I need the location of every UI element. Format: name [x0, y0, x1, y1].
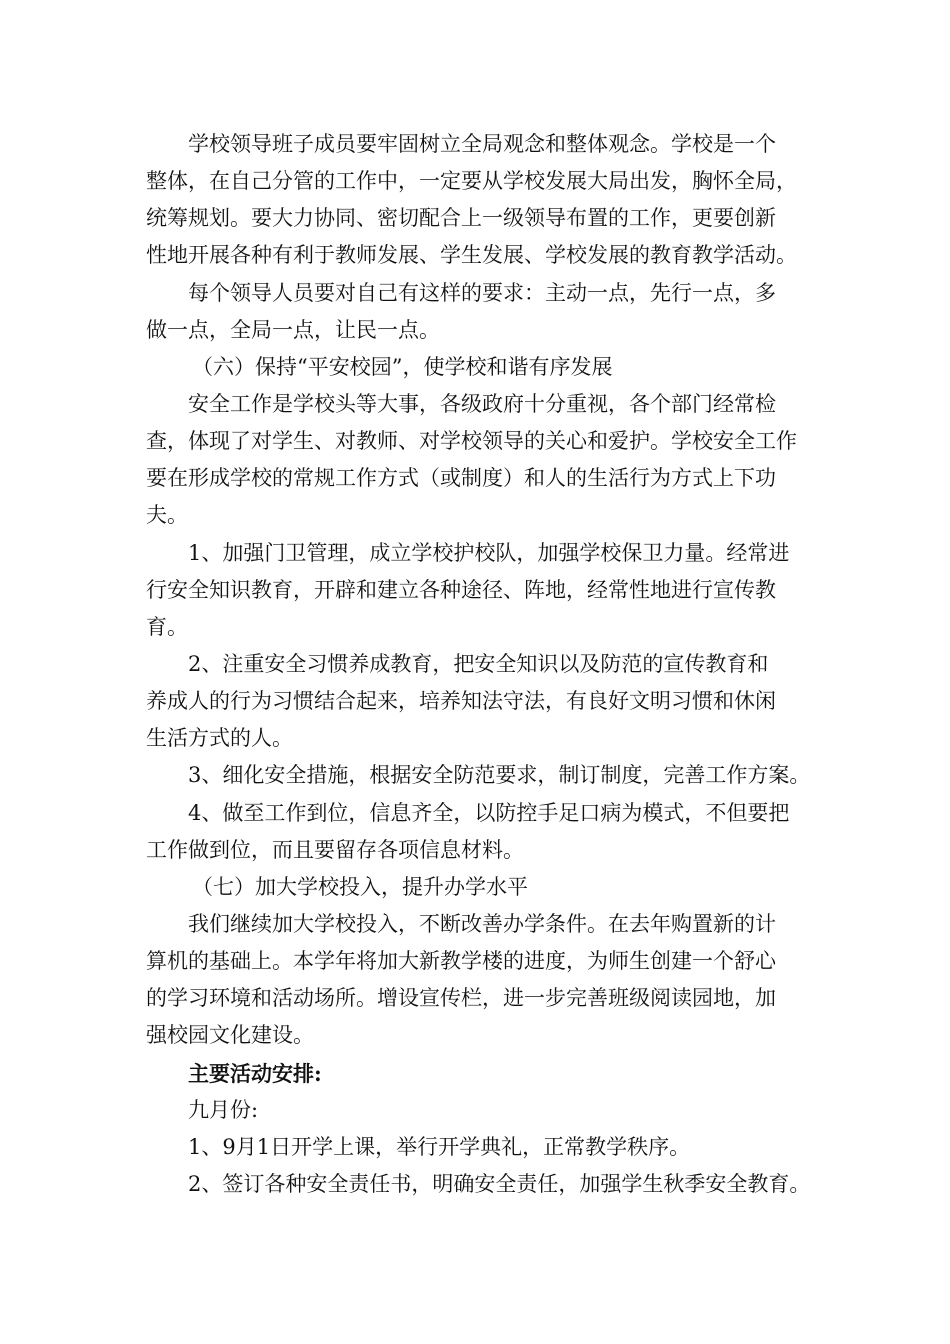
month-heading: 九月份:	[188, 1097, 259, 1122]
list-item-line: 工作做到位，而且要留存各项信息材料。	[146, 837, 524, 862]
paragraph-line: 夫。	[146, 503, 188, 528]
activity-schedule-heading: 主要活动安排:	[188, 1060, 322, 1086]
paragraph-line: 我们继续加大学校投入，不断改善办学条件。在去年购置新的计	[188, 911, 776, 936]
list-item-line: 1、9月1日开学上课，举行开学典礼，正常教学秩序。	[188, 1134, 691, 1159]
list-item-line: 2、注重安全习惯养成教育，把安全知识以及防范的宣传教育和	[188, 651, 769, 676]
paragraph-line: 算机的基础上。本学年将加大新教学楼的进度，为师生创建一个舒心	[146, 949, 776, 974]
paragraph-line: 强校园文化建设。	[146, 1023, 314, 1048]
paragraph-line: 整体，在自己分管的工作中，一定要从学校发展大局出发，胸怀全局，	[146, 169, 797, 194]
paragraph-line: 性地开展各种有利于教师发展、学生发展、学校发展的教育教学活动。	[146, 243, 797, 268]
section-heading-7: （七）加大学校投入，提升办学水平	[192, 874, 528, 899]
list-item-line: 3、细化安全措施，根据安全防范要求，制订制度，完善工作方案。	[188, 763, 811, 788]
list-item-line: 生活方式的人。	[146, 726, 293, 751]
section-heading-6: （六）保持“平安校园”，使学校和谐有序发展	[192, 354, 613, 379]
paragraph-line: 的学习环境和活动场所。增设宣传栏，进一步完善班级阅读园地，加	[146, 986, 776, 1011]
list-item-line: 行安全知识教育，开辟和建立各种途径、阵地，经常性地进行宣传教	[146, 577, 776, 602]
list-item-line: 1、加强门卫管理，成立学校护校队，加强学校保卫力量。经常进	[188, 540, 790, 565]
paragraph-line: 查，体现了对学生、对教师、对学校领导的关心和爱护。学校安全工作	[146, 429, 797, 454]
paragraph-line: 学校领导班子成员要牢固树立全局观念和整体观念。学校是一个	[188, 132, 776, 156]
paragraph-line: 做一点，全局一点，让民一点。	[146, 317, 440, 342]
list-item-line: 2、签订各种安全责任书，明确安全责任，加强学生秋季安全教育。	[188, 1171, 811, 1196]
paragraph-line: 每个领导人员要对自己有这样的要求：主动一点，先行一点，多	[188, 280, 776, 305]
list-item-line: 养成人的行为习惯结合起来，培养知法守法，有良好文明习惯和休闲	[146, 689, 776, 714]
paragraph-line: 安全工作是学校头等大事，各级政府十分重视，各个部门经常检	[188, 391, 776, 416]
paragraph-line: 统筹规划。要大力协同、密切配合上一级领导布置的工作，更要创新	[146, 206, 776, 231]
list-item-line: 4、做至工作到位，信息齐全，以防控手足口病为模式，不但要把	[188, 800, 790, 825]
list-item-line: 育。	[146, 614, 188, 639]
document-body	[146, 126, 822, 1203]
paragraph-line: 要在形成学校的常规工作方式（或制度）和人的生活行为方式上下功	[146, 466, 776, 491]
